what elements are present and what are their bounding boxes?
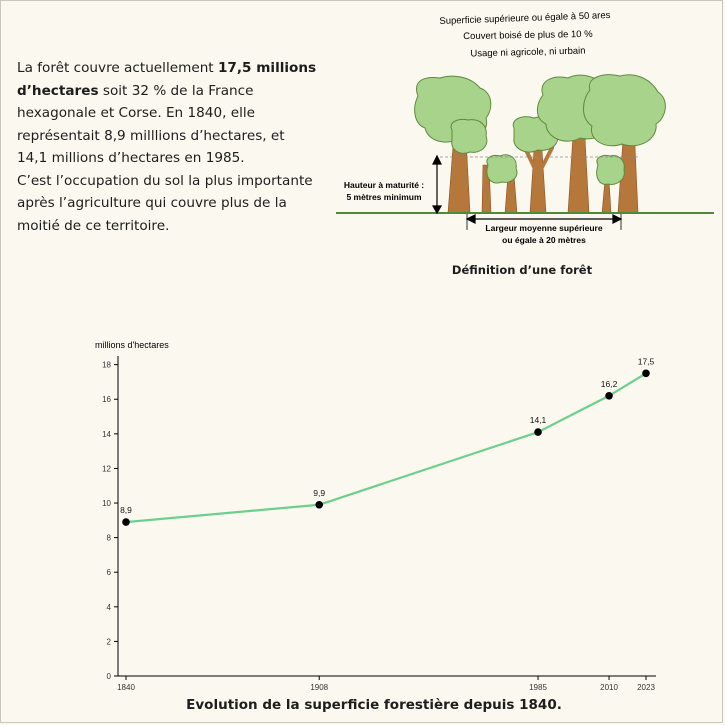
y-tick-label: 4 — [106, 602, 111, 612]
height-label-1: Hauteur à maturité : — [343, 180, 425, 190]
y-tick-label: 14 — [102, 429, 111, 439]
data-point — [605, 392, 613, 400]
data-point — [534, 428, 542, 436]
y-tick-label: 12 — [102, 464, 111, 474]
y-tick-label: 10 — [102, 499, 111, 509]
width-label-1: Largeur moyenne supérieure — [485, 223, 603, 233]
x-tick-label: 1840 — [117, 683, 135, 690]
data-point — [122, 518, 130, 526]
y-tick-label: 2 — [106, 637, 111, 647]
intro-p1-end: soit 32 % de la France hexagonale et Corse. En 1840, elle représentait 8,9 milllions d’hectares, et 14,1 millions d’hectares en 1985. — [17, 82, 285, 166]
forest-area-line-chart — [0, 330, 725, 690]
intro-paragraph-2: C’est l’occupation du sol la plus importante après l’agriculture qui couvre plus de la moitié de ce territoire. — [17, 172, 313, 234]
intro-p1-start: La forêt couvre actuellement — [17, 60, 218, 76]
chart-series — [120, 356, 654, 526]
width-label-2: ou égale à 20 mètres — [502, 235, 586, 245]
data-label: 17,5 — [637, 356, 655, 367]
illustration-caption: Définition d’une forêt — [451, 263, 593, 277]
intro-p1-highlight: 17,5 millions d’hectares — [17, 60, 317, 99]
x-tick-label: 1985 — [529, 683, 547, 690]
y-tick-label: 0 — [106, 672, 111, 681]
series-line — [126, 373, 646, 522]
criteria-line-3: Usage ni agricole, ni urbain — [470, 45, 586, 60]
criteria-line-1: Superficie supérieure ou égale à 50 ares — [439, 10, 611, 27]
y-tick-label: 6 — [106, 568, 111, 578]
y-axis-title: millions d'hectares — [95, 340, 169, 350]
intro-paragraph-1 — [17, 57, 317, 170]
height-arrow — [433, 156, 441, 213]
y-tick-label: 8 — [106, 533, 111, 543]
chart-ticks — [102, 361, 655, 690]
data-point — [642, 369, 650, 377]
data-label: 16,2 — [600, 378, 618, 389]
y-tick-label: 18 — [102, 360, 111, 370]
y-tick-label: 16 — [102, 395, 111, 405]
data-label: 9,9 — [313, 487, 326, 498]
x-tick-label: 2010 — [600, 683, 618, 690]
height-label-2: 5 mètres minimum — [346, 192, 422, 202]
data-point — [315, 501, 323, 509]
x-tick-label: 1908 — [310, 683, 329, 690]
criteria-line-2: Couvert boisé de plus de 10 % — [463, 28, 593, 43]
x-tick-label: 2023 — [637, 683, 655, 690]
intro-text — [17, 57, 317, 237]
data-label: 8,9 — [120, 505, 132, 516]
forest-definition-illustration — [330, 0, 714, 255]
data-label: 14,1 — [529, 415, 547, 426]
chart-title: Evolution de la superficie forestière depuis 1840. — [186, 697, 562, 713]
